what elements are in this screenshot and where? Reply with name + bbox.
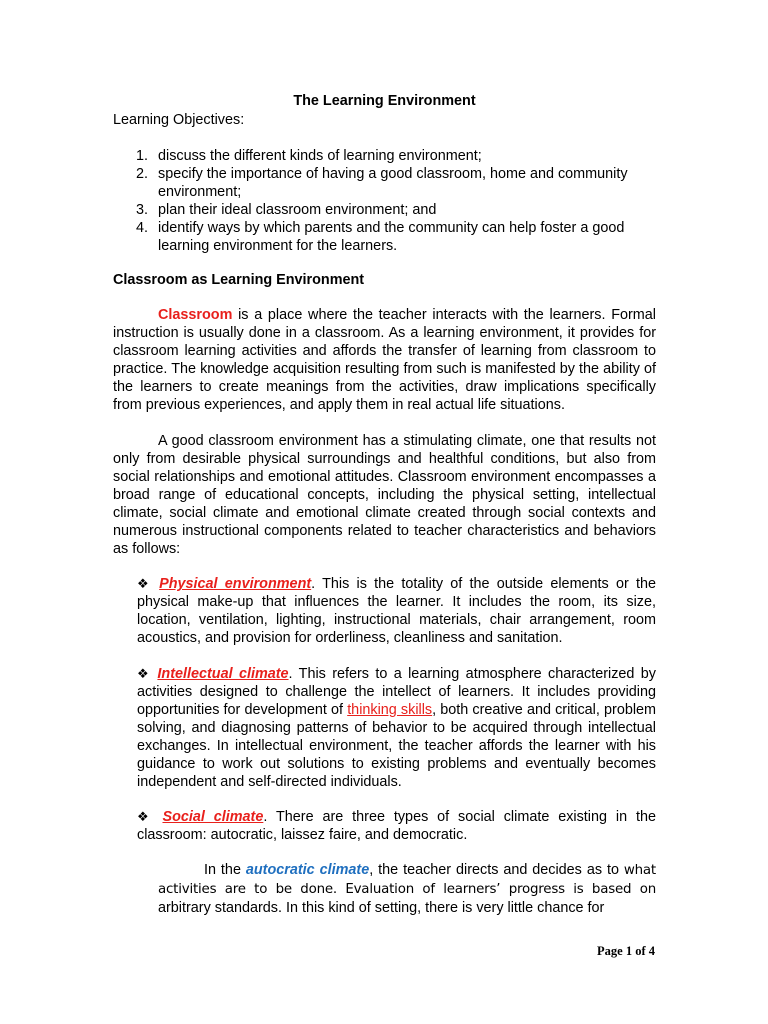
bullet-intellectual-climate: ❖ Intellectual climate. This refers to a learning atmosphere characterized by activities designed to challenge the intellect of learners. It includes providing opportunities for development of thinking skills, both creative and critical, problem solving, and diagnosing patterns of behavior to be acquired through intellectual exchanges. In intellectual environment, the teacher affords the learner with his guidance to work out solutions to existing problems and eventually becomes independent and self-directed individuals. [137, 666, 657, 790]
diamond-star-icon: ❖ [137, 576, 152, 591]
list-item: 4. identify ways by which parents and the community can help foster a good learning environment for the learners. [136, 220, 625, 254]
paragraph-classroom: Classroom is a place where the teacher interacts with the learners. Formal instruction is usually done in a classroom. As a learning environment, it provides for classroom learning activities and affords the transfer of learning from classroom to practice. The knowledge acquisition resulting from such is manifested by the ability of the learners to create meanings from the activities, draw implications specifically from previous experiences, and apply them in real actual life situations. [113, 307, 656, 413]
diamond-star-icon: ❖ [137, 666, 152, 681]
section-heading: Classroom as Learning Environment [113, 272, 365, 288]
bullet-physical-environment: ❖ Physical environment. This is the totality of the outside elements or the physical make-up that influences the learner. It includes the room, its size, location, ventilation, lighting, instructional materials, chair arrangement, room acoustics, and provision for orderliness, cleanliness and sanitation. [137, 576, 657, 646]
term-physical-environment: Physical environment [159, 576, 312, 592]
term-classroom: Classroom [158, 307, 233, 323]
term-intellectual-climate: Intellectual climate [157, 666, 289, 682]
diamond-star-icon: ❖ [137, 809, 154, 824]
list-item: 3. plan their ideal classroom environment; and [136, 202, 437, 218]
bullet-social-climate: ❖ Social climate. There are three types of social climate existing in the classroom: autocratic, laissez faire, and democratic. [137, 809, 657, 843]
objectives-heading: Learning Objectives: [113, 112, 245, 128]
paragraph-autocratic: In the autocratic climate, the teacher directs and decides as to what activities are to be done. Evaluation of learners’ progress is based on arbitrary standards. In this kind of setting, there is very little chance for [158, 862, 656, 916]
page-number: Page 1 of 4 [597, 944, 655, 958]
term-social-climate: Social climate [162, 809, 264, 825]
document-title: The Learning Environment [293, 93, 476, 109]
term-autocratic-climate: autocratic climate [245, 862, 370, 878]
thinking-skills-link[interactable]: thinking skills [347, 702, 433, 718]
list-item: 1. discuss the different kinds of learning environment; [136, 148, 482, 164]
paragraph-good-classroom: A good classroom environment has a stimulating climate, one that results not only from desirable physical surroundings and healthful conditions, but also from social relationships and emotional attitudes. Classroom environment encompasses a broad range of educational concepts, including the physical setting, intellectual climate, social climate and emotional climate created through social contexts and numerous instructional components related to teacher characteristics and behaviors as follows: [113, 433, 656, 557]
list-item: 2. specify the importance of having a good classroom, home and community environment; [136, 166, 628, 200]
objectives-list [113, 147, 656, 255]
